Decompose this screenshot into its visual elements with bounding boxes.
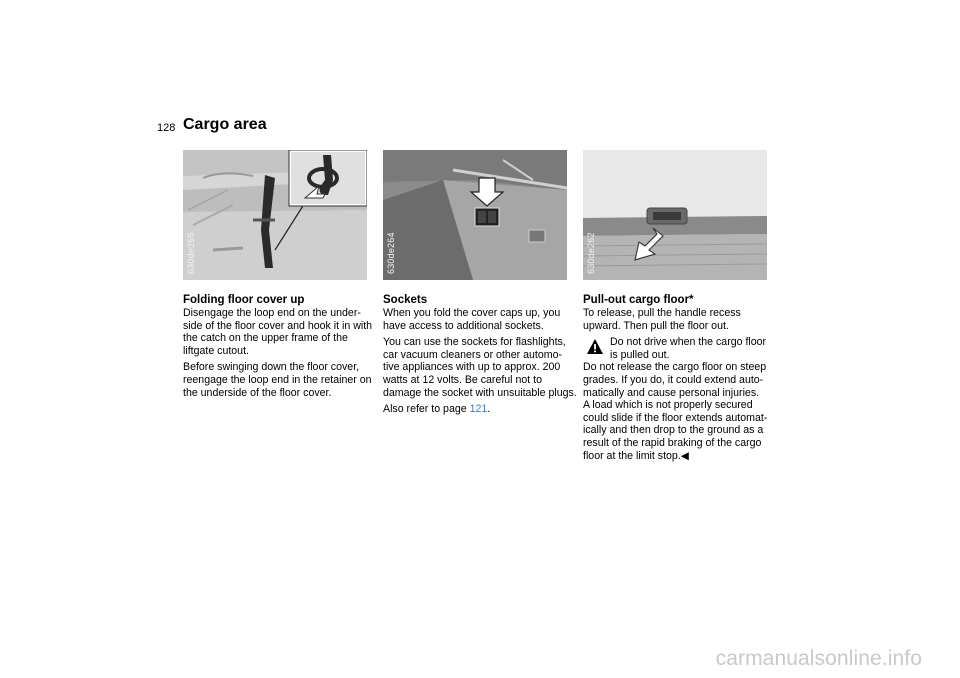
warning-block — [583, 336, 773, 361]
section-cargo-floor — [583, 294, 773, 462]
figure-code: 630de264 — [386, 232, 396, 274]
paragraph: You can use the sockets for flashlights, car vacuum cleaners or other automo-tive appliances with up to approx. 200 watts at 12 volts. Be careful not to damage the socket with unsuitable plugs. — [383, 336, 577, 399]
page-number: 128 — [157, 122, 176, 134]
paragraph: Before swinging down the floor cover, reengage the loop end in the retainer on the underside of the floor cover. — [183, 361, 372, 399]
paragraph: Do not release the cargo floor on steep grades. If you do, it could extend auto-matically and cause personal injuries. — [583, 361, 767, 399]
floor-cover-illustration — [183, 150, 367, 280]
warning-icon — [586, 338, 604, 356]
figure-cargo-floor — [583, 150, 767, 280]
figure-sockets — [383, 150, 567, 280]
section-heading: Folding floor cover up — [183, 294, 305, 306]
watermark: carmanualsonline.info — [715, 647, 922, 670]
section-heading: Pull-out cargo floor* — [583, 294, 694, 306]
warning-text: Do not drive when the cargo floor is pulled out. — [610, 336, 767, 361]
section-sockets — [383, 294, 577, 420]
page-reference-link[interactable]: 121 — [469, 403, 488, 416]
figure-code: 630de265 — [186, 232, 196, 274]
paragraph: Also refer to page 121. — [383, 403, 491, 416]
section-floor-cover — [183, 294, 379, 403]
paragraph: Disengage the loop end on the under-side of the floor cover and hook it in with the catch on the upper frame of the liftgate cutout. — [183, 307, 373, 357]
paragraph: When you fold the cover caps up, you have access to additional sockets. — [383, 307, 561, 332]
paragraph: To release, pull the handle recess upward. Then pull the floor out. — [583, 307, 741, 332]
section-heading: Sockets — [383, 294, 428, 306]
page-title: Cargo area — [183, 116, 267, 133]
paragraph: A load which is not properly secured could slide if the floor extends automat-ically and then drop to the ground as a result of the rapid braking of the cargo floor at the limit stop.◀ — [583, 399, 768, 462]
cargo-floor-illustration — [583, 150, 767, 280]
figure-code: 630de262 — [586, 232, 596, 274]
sockets-illustration — [383, 150, 567, 280]
figure-floor-cover — [183, 150, 367, 280]
